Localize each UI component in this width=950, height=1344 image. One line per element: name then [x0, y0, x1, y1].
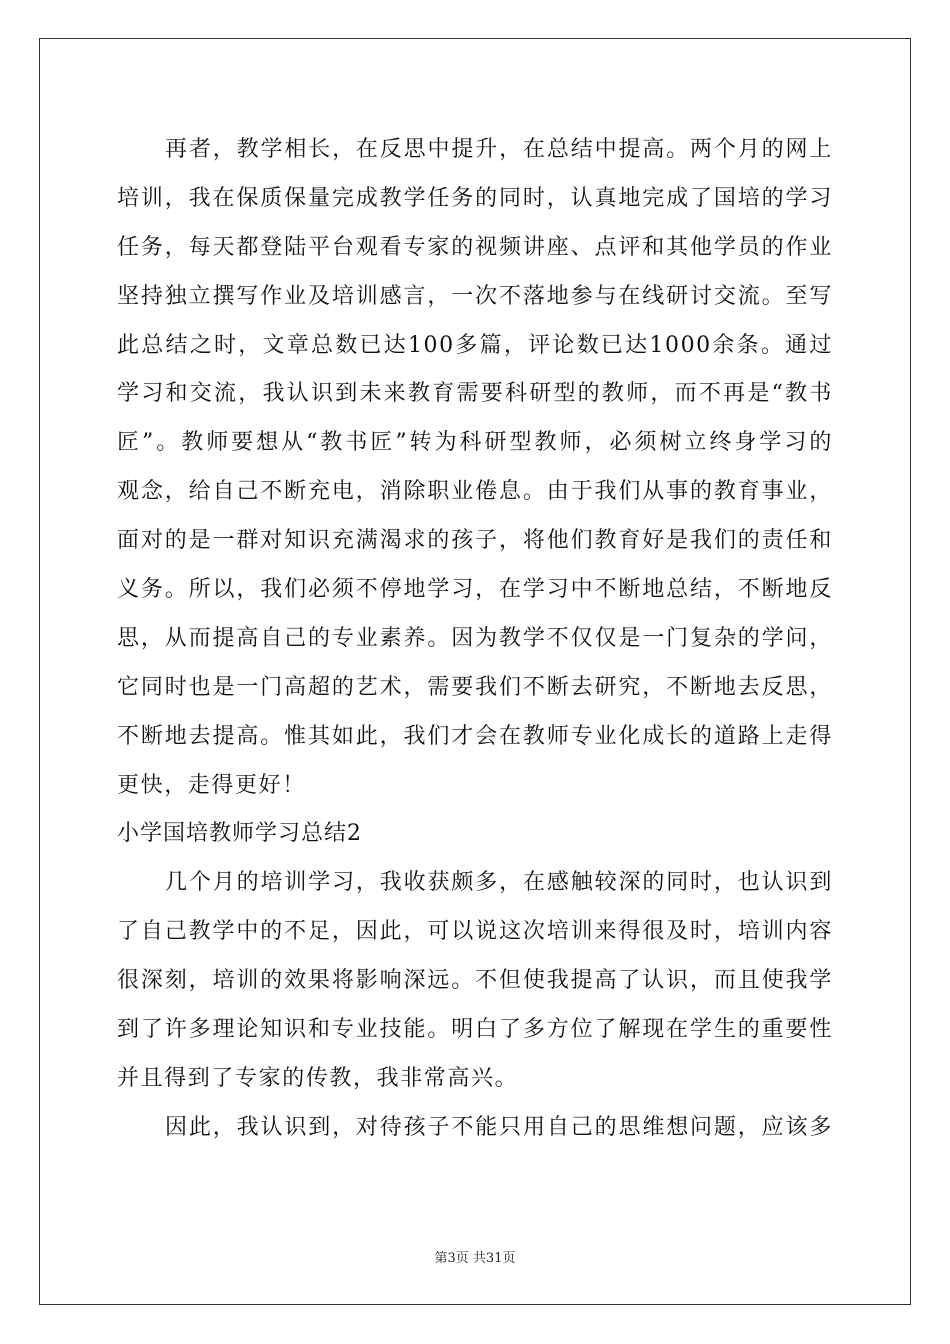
text-line: 到了许多理论知识和专业技能。明白了多方位了解现在学生的重要性: [117, 1017, 833, 1043]
text-line: 了自己教学中的不足，因此，可以说这次培训来得很及时，培训内容: [117, 919, 833, 945]
text-line: 学习和交流，我认识到未来教育需要科研型的教师，而不再是“教书: [117, 381, 833, 407]
text-line: 观念，给自己不断充电，消除职业倦息。由于我们从事的教育事业，: [117, 479, 833, 505]
text-line: 几个月的培训学习，我收获颇多，在感触较深的同时，也认识到: [165, 870, 833, 896]
text-line: 培训，我在保质保量完成教学任务的同时，认真地完成了国培的学习: [117, 185, 833, 211]
section-heading: 小学国培教师学习总结2: [117, 821, 362, 847]
text-line: 并且得到了专家的传教，我非常高兴。: [117, 1065, 519, 1091]
text-line: 匠”。教师要想从“教书匠”转为科研型教师，必须树立终身学习的: [117, 430, 833, 456]
text-line: 此总结之时，文章总数已达100多篇，评论数已达1000余条。通过: [117, 332, 833, 358]
text-line: 坚持独立撰写作业及培训感言，一次不落地参与在线研讨交流。至写: [117, 283, 833, 309]
text-line: 面对的是一群对知识充满渴求的孩子，将他们教育好是我们的责任和: [117, 528, 833, 554]
text-line: 思，从而提高自己的专业素养。因为教学不仅仅是一门复杂的学问，: [117, 625, 833, 651]
text-line: 更快，走得更好！: [117, 772, 306, 798]
text-line: 很深刻，培训的效果将影响深远。不但使我提高了认识，而且使我学: [117, 968, 833, 994]
document-body: [117, 126, 833, 1153]
page-number-footer: 第3页 共31页: [434, 1251, 516, 1266]
text-line: 因此，我认识到，对待孩子不能只用自己的思维想问题，应该多: [165, 1114, 833, 1140]
text-line: 义务。所以，我们必须不停地学习，在学习中不断地总结，不断地反: [117, 577, 833, 603]
text-line: 不断地去提高。惟其如此，我们才会在教师专业化成长的道路上走得: [117, 723, 833, 749]
text-line: 它同时也是一门高超的艺术，需要我们不断去研究，不断地去反思，: [117, 674, 833, 700]
text-line: 再者，教学相长，在反思中提升，在总结中提高。两个月的网上: [165, 137, 833, 162]
text-line: 任务，每天都登陆平台观看专家的视频讲座、点评和其他学员的作业: [117, 234, 833, 260]
